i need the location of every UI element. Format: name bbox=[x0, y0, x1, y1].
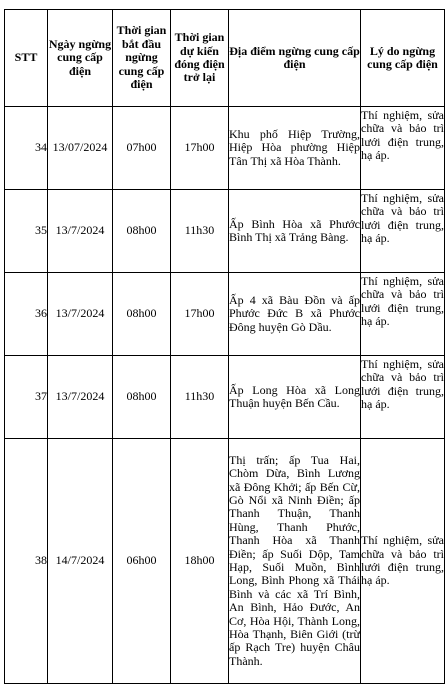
cell-reason: Thí nghiệm, sửa chữa và bảo trì lưới điện trung, hạ áp. bbox=[361, 439, 445, 684]
cell-location: Ấp 4 xã Bàu Đồn và ấp Phước Đức B xã Phước Đông huyện Gò Dầu. bbox=[229, 273, 361, 356]
header-stt: STT bbox=[5, 10, 48, 107]
cell-end-time: 17h00 bbox=[171, 273, 229, 356]
table-row bbox=[5, 356, 445, 439]
cell-date: 13/7/2024 bbox=[48, 273, 113, 356]
cell-stt: 34 bbox=[5, 107, 48, 190]
cell-location: Khu phố Hiệp Trường, Hiệp Hòa phường Hiệp Tân Thị xã Hòa Thành. bbox=[229, 107, 361, 190]
header-start-time: Thời gian bắt đầu ngừng cung cấp điện bbox=[113, 10, 171, 107]
table-row bbox=[5, 107, 445, 190]
header-location: Địa điểm ngừng cung cấp điện bbox=[229, 10, 361, 107]
cell-reason: Thí nghiệm, sửa chữa và bảo trì lưới điện trung, hạ áp. bbox=[361, 107, 445, 190]
cell-start-time: 08h00 bbox=[113, 356, 171, 439]
cell-end-time: 11h30 bbox=[171, 190, 229, 273]
table-row bbox=[5, 190, 445, 273]
cell-stt: 37 bbox=[5, 356, 48, 439]
cell-location: Ấp Bình Hòa xã Phước Bình Thị xã Trảng Bàng. bbox=[229, 190, 361, 273]
header-date: Ngày ngừng cung cấp điện bbox=[48, 10, 113, 107]
cell-location: Ấp Long Hòa xã Long Thuận huyện Bến Cầu. bbox=[229, 356, 361, 439]
table-row bbox=[5, 273, 445, 356]
cell-location: Thị trấn; ấp Tua Hai, Chòm Dừa, Bình Lương xã Đông Khởi; ấp Bến Cừ, Gò Nổi xã Ninh Điền; ấp Thanh Thuận, Thanh Hùng, Thanh Phước, Thanh Hòa xã Thanh Điền; ấp Suối Dộp, Tam Hạp, Suối Muồn, Bình Long, Bình Phong xã Thái Bình và các xã Trí Bình, An Bình, Hảo Đước, An Cơ, Hòa Hội, Thành Long, Hòa Thạnh, Biên Giới (trừ ấp Rạch Tre) huyện Châu Thành. bbox=[229, 439, 361, 684]
cell-reason: Thí nghiệm, sửa chữa và bảo trì lưới điện trung, hạ áp. bbox=[361, 273, 445, 356]
header-end-time: Thời gian dự kiến đóng điện trở lại bbox=[171, 10, 229, 107]
header-reason: Lý do ngừng cung cấp điện bbox=[361, 10, 445, 107]
cell-start-time: 06h00 bbox=[113, 439, 171, 684]
cell-start-time: 08h00 bbox=[113, 273, 171, 356]
cell-reason: Thí nghiệm, sửa chữa và bảo trì lưới điện trung, hạ áp. bbox=[361, 356, 445, 439]
cell-date: 13/07/2024 bbox=[48, 107, 113, 190]
cell-date: 13/7/2024 bbox=[48, 356, 113, 439]
table-row bbox=[5, 439, 445, 684]
cell-end-time: 11h30 bbox=[171, 356, 229, 439]
cell-date: 14/7/2024 bbox=[48, 439, 113, 684]
table-header-row bbox=[5, 10, 445, 107]
cell-stt: 36 bbox=[5, 273, 48, 356]
cell-end-time: 18h00 bbox=[171, 439, 229, 684]
power-outage-schedule-table bbox=[4, 9, 445, 684]
cell-stt: 35 bbox=[5, 190, 48, 273]
cell-stt: 38 bbox=[5, 439, 48, 684]
cell-start-time: 07h00 bbox=[113, 107, 171, 190]
cell-reason: Thí nghiệm, sửa chữa và bảo trì lưới điện trung, hạ áp. bbox=[361, 190, 445, 273]
cell-start-time: 08h00 bbox=[113, 190, 171, 273]
cell-end-time: 17h00 bbox=[171, 107, 229, 190]
cell-date: 13/7/2024 bbox=[48, 190, 113, 273]
